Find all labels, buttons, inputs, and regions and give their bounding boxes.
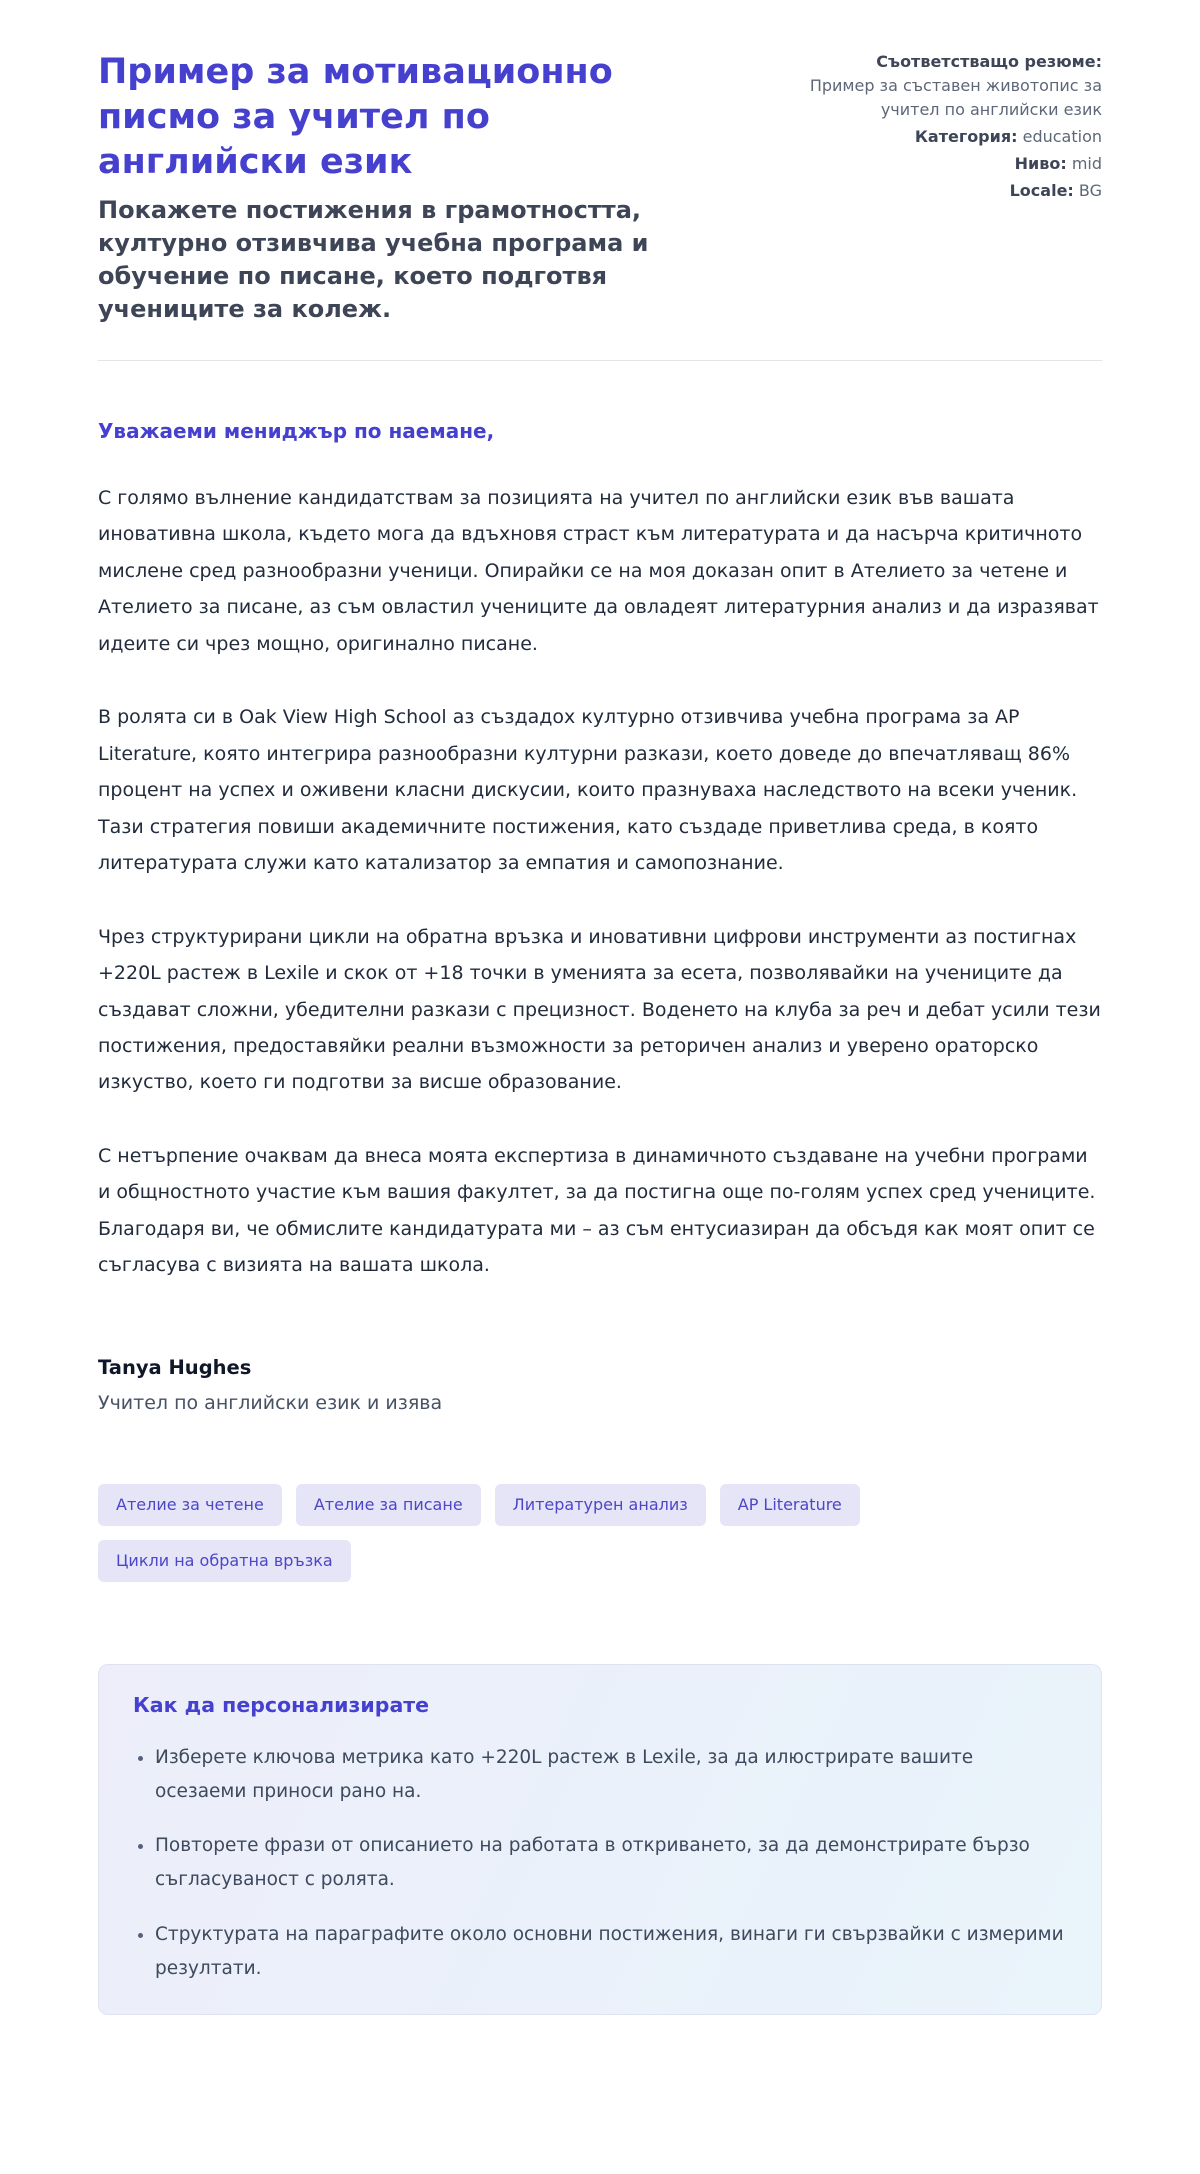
letter-paragraphs	[98, 480, 1102, 1284]
page-title: Пример за мотивационно писмо за учител по английски език	[98, 52, 613, 182]
header-divider	[98, 360, 1102, 361]
page-subtitle: Покажете постижения в грамотността, културно отзивчива учебна програма и обучение по писане, което подготвя учениците за колеж.	[98, 196, 649, 324]
tip-item: • Структурата на параграфите около основни постижения, винаги ги свързвайки с измерими резултати.	[155, 1918, 1067, 1986]
header	[98, 46, 1102, 326]
tip-item: • Изберете ключова метрика като +220L растеж в Lexile, за да илюстрирате вашите осезаеми приноси рано на.	[155, 1741, 1067, 1809]
meta-locale-label: Locale:	[1009, 181, 1074, 200]
letter-paragraph: С нетърпение очаквам да внеса моята експертиза в динамичното създаване на учебни програми и общностното участие към вашия факултет, за да постигна още по-голям успех сред учениците. Благодаря ви, че обмислите кандидатурата ми – аз съм ентусиазиран да обсъдя как моят опит се съгласува с визията на вашата школа.	[98, 1144, 1096, 1277]
tag-chip[interactable]: AP Literature	[720, 1484, 860, 1526]
tips-list	[133, 1741, 1067, 1986]
tag-chip[interactable]: Ателие за писане	[296, 1484, 481, 1526]
meta-panel	[770, 46, 1102, 206]
tips-title: Как да персонализирате	[133, 1692, 430, 1717]
tag-chip[interactable]: Ателие за четене	[98, 1484, 282, 1526]
meta-resume-value: Пример за съставен животопис за учител по английски език	[809, 76, 1102, 119]
tip-item: • Повторете фрази от описанието на работата в откриването, за да демонстрирате бързо съгласуваност с ролята.	[155, 1829, 1067, 1897]
meta-row-category	[770, 125, 1102, 149]
meta-level-value: mid	[1071, 154, 1102, 173]
letter-paragraph: Чрез структурирани цикли на обратна връзка и иновативни цифрови инструменти аз постигнах +220L растеж в Lexile и скок от +18 точки в уменията за есета, позволявайки на учениците да създават сложни, убедителни разкази с прецизност. Воденето на клуба за реч и дебат усили тези постижения, предоставяйки реални възможности за реторичен анализ и уверено ораторско изкуство, което ги подготви за висше образование.	[98, 925, 1101, 1094]
meta-row-resume	[770, 50, 1102, 122]
letter-paragraph: С голямо вълнение кандидатствам за позицията на учител по английски език във вашата иновативна школа, където мога да вдъхновя страст към литературата и да насърча критичното мислене сред разнообразни ученици. Опирайки се на моя доказан опит в Ателието за четене и Ателието за писане, аз съм овластил учениците да овладеят литературния анализ и да изразяват идеите си чрез мощно, оригинално писане.	[98, 486, 1099, 655]
signature-role: Учител по английски език и изява	[98, 1391, 443, 1414]
meta-locale-value: BG	[1078, 181, 1102, 200]
meta-category-label: Категория:	[914, 127, 1018, 146]
header-left	[98, 46, 698, 326]
meta-row-locale	[770, 179, 1102, 203]
meta-level-label: Ниво:	[1014, 154, 1067, 173]
meta-row-level	[770, 152, 1102, 176]
meta-category-value: education	[1022, 127, 1102, 146]
letter-body	[98, 419, 1102, 1414]
personalize-tips-box	[98, 1664, 1102, 2015]
letter-greeting: Уважаеми мениджър по наемане,	[98, 418, 495, 443]
cover-letter-page	[98, 0, 1102, 2085]
meta-resume-label: Съответстващо резюме:	[876, 52, 1102, 71]
tag-chip[interactable]: Цикли на обратна връзка	[98, 1540, 351, 1582]
tag-chip[interactable]: Литературен анализ	[495, 1484, 706, 1526]
signature-name: Tanya Hughes	[98, 1355, 252, 1379]
letter-paragraph: В ролята си в Oak View High School аз създадох културно отзивчива учебна програма за AP Literature, която интегрира разнообразни културни разкази, което доведе до впечатляващ 86% процент на успех и оживени класни дискусии, които празнуваха наследството на всеки ученик. Тази стратегия повиши академичните постижения, като създаде приветлива среда, в която литературата служи като катализатор за емпатия и самопознание.	[98, 706, 1078, 875]
tag-list	[98, 1484, 1102, 1582]
